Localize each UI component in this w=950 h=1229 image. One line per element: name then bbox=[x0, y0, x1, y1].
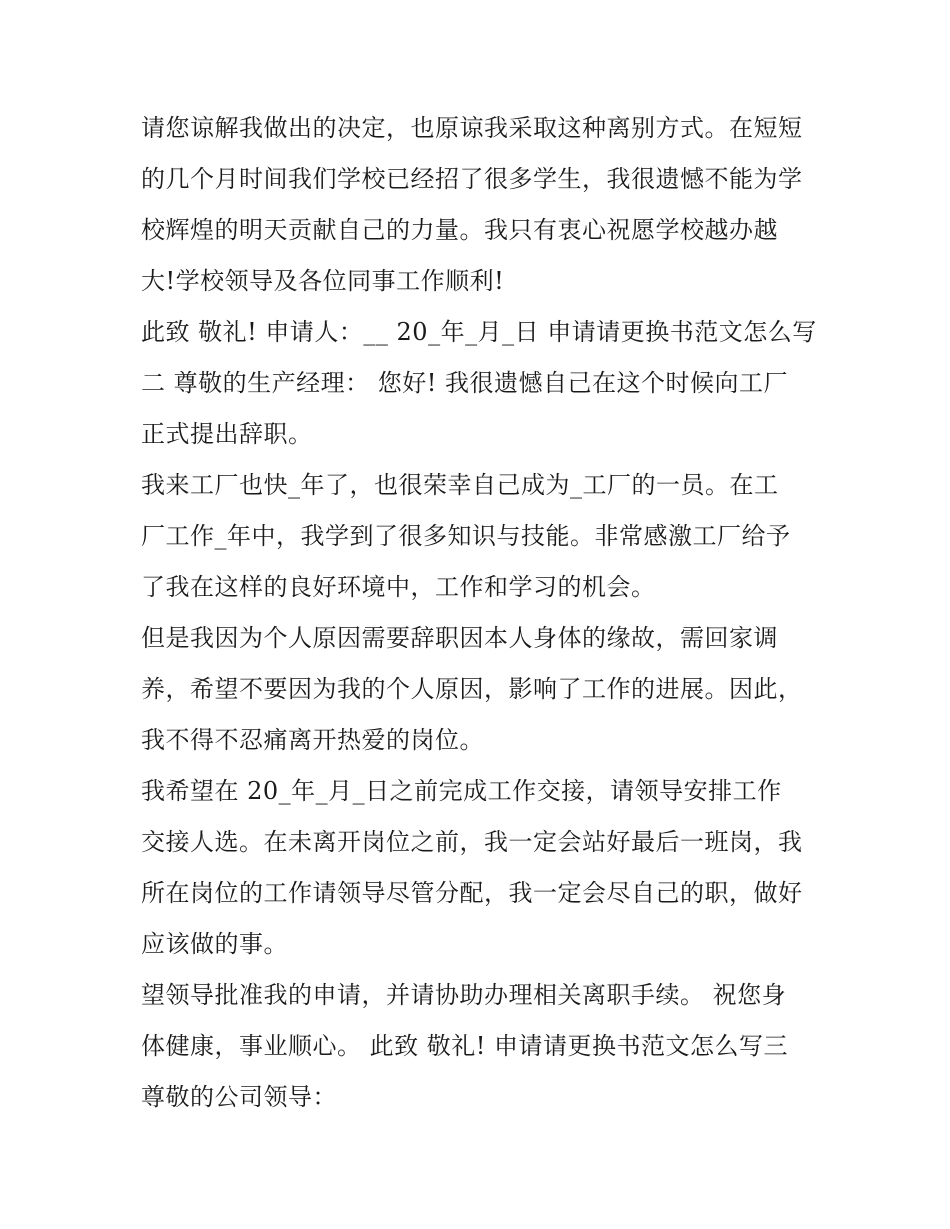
text-line: 请您谅解我做出的决定，也原谅我采取这种离别方式。在短短 bbox=[141, 114, 803, 142]
text-line: 正式提出辞职。 bbox=[141, 420, 313, 448]
text-line: 养，希望不要因为我的个人原因，影响了工作的进展。因此， bbox=[141, 675, 803, 703]
text-line: 应该做的事。 bbox=[141, 930, 288, 958]
text-line: 了我在这样的良好环境中，工作和学习的机会。 bbox=[141, 573, 656, 601]
text-line: 厂工作_年中，我学到了很多知识与技能。非常感激工厂给予 bbox=[141, 522, 791, 550]
text-line: 我来工厂也快_年了，也很荣幸自己成为_工厂的一员。在工 bbox=[141, 471, 779, 499]
text-line: 二 尊敬的生产经理： 您好! 我很遗憾自己在这个时候向工厂 bbox=[141, 369, 789, 397]
text-line: 校辉煌的明天贡献自己的力量。我只有衷心祝愿学校越办越 bbox=[141, 216, 778, 244]
text-line: 望领导批准我的申请，并请协助办理相关离职手续。 祝您身 bbox=[141, 981, 787, 1009]
document-body bbox=[141, 103, 821, 1123]
text-line: 交接人选。在未离开岗位之前，我一定会站好最后一班岗，我 bbox=[141, 828, 803, 856]
text-line: 但是我因为个人原因需要辞职因本人身体的缘故，需回家调 bbox=[141, 624, 778, 652]
text-line: 的几个月时间我们学校已经招了很多学生，我很遗憾不能为学 bbox=[141, 165, 803, 193]
text-line: 体健康，事业顺心。 此致 敬礼! 申请请更换书范文怎么写三 bbox=[141, 1032, 789, 1060]
text-line: 我不得不忍痛离开热爱的岗位。 bbox=[141, 726, 484, 754]
text-line: 尊敬的公司领导： bbox=[141, 1083, 337, 1111]
text-line: 大!学校领导及各位同事工作顺利! bbox=[141, 267, 505, 295]
text-line: 此致 敬礼! 申请人：__ 20_年_月_日 申请请更换书范文怎么写 bbox=[141, 318, 817, 346]
text-line: 所在岗位的工作请领导尽管分配，我一定会尽自己的职，做好 bbox=[141, 879, 803, 907]
text-line: 我希望在 20_年_月_日之前完成工作交接，请领导安排工作 bbox=[141, 777, 782, 805]
